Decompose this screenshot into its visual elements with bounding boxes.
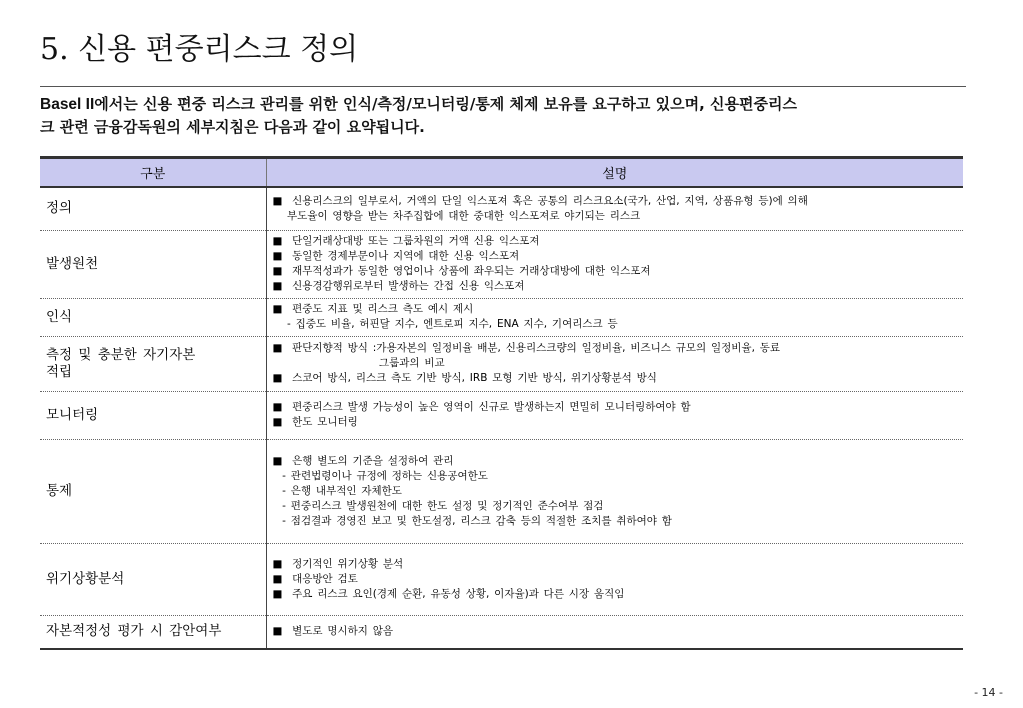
intro-lead: Basel II [40,96,95,113]
description-line: ■ 편중리스크 발생 가능성이 높은 영역이 신규로 발생하는지 면밀히 모니터링하여야 함 [272,401,691,413]
category-line: 적립 [46,363,73,380]
category-recognition: 인식 [40,298,266,336]
description-cell [266,187,963,230]
table-row [40,391,963,439]
table-row [40,336,963,391]
header-description: 설명 [266,158,963,188]
table-header-row [40,158,963,188]
description-line: - 편중리스크 발생원천에 대한 한도 설정 및 정기적인 준수여부 점검 [272,499,604,512]
category-measurement [40,336,266,391]
table-row [40,230,963,298]
description-line: ■ 은행 별도의 기준을 설정하여 관리 [272,454,454,467]
intro-text-line1: 에서는 신용 편중 리스크 관리를 위한 인식/측정/모니터링/통제 체제 보유를 요구하고 있으며, 신용편중리스 [94,95,797,113]
table-row [40,187,963,230]
page-number: - 14 - [974,686,1003,699]
description-line: - 은행 내부적인 자체한도 [272,484,402,497]
description-line: 그룹과의 비교 [272,357,445,369]
table-row [40,543,963,615]
description-line: - 집중도 비율, 허핀달 지수, 엔트로피 지수, ENA 지수, 기여리스크 등 [272,318,618,330]
page-title: 5. 신용 편중리스크 정의 [40,32,359,67]
description-line: - 점검결과 경영진 보고 및 한도설정, 리스크 감축 등의 적절한 조치를 취하여야 함 [272,514,672,527]
description-line: ■ 신용리스크의 일부로서, 거액의 단일 익스포져 혹은 공통의 리스크요소(국가, 산업, 지역, 상품유형 등)에 의해 [272,194,808,207]
description-line: ■ 단일거래상대방 또는 그룹차원의 거액 신용 익스포져 [272,235,540,247]
description-line: ■ 동일한 경제부문이나 지역에 대한 신용 익스포져 [272,250,520,262]
category-definition: 정의 [40,187,266,230]
description-cell [266,439,963,543]
description-cell [266,391,963,439]
description-cell [266,615,963,649]
intro-text-line2: 크 관련 금융감독원의 세부지침은 다음과 같이 요약됩니다. [40,118,425,136]
description-line: ■ 재무적성과가 동일한 영업이나 상품에 좌우되는 거래상대방에 대한 익스포져 [272,265,651,277]
description-cell [266,543,963,615]
description-line: ■ 신용경감행위로부터 발생하는 간접 신용 익스포져 [272,280,525,292]
description-line: ■ 판단지향적 방식 :가용자본의 일정비율 배분, 신용리스크량의 일정비율, 비즈니스 규모의 일정비율, 동료 [272,342,781,354]
description-cell [266,298,963,336]
description-line: ■ 스코어 방식, 리스크 측도 기반 방식, IRB 모형 기반 방식, 위기상황분석 방식 [272,372,657,384]
description-line: 부도율이 영향을 받는 차주집합에 대한 중대한 익스포져로 야기되는 리스크 [272,209,641,222]
table-row [40,615,963,649]
category-monitoring: 모니터링 [40,391,266,439]
definition-table [40,156,963,650]
description-line: ■ 한도 모니터링 [272,416,358,428]
description-line: - 관련법령이나 규정에 정하는 신용공여한도 [272,469,488,482]
table-row [40,298,963,336]
intro-paragraph [40,93,970,139]
table-row [40,439,963,543]
description-line: ■ 주요 리스크 요인(경제 순환, 유동성 상황, 이자율)과 다른 시장 움직임 [272,587,625,600]
description-cell [266,336,963,391]
description-cell [266,230,963,298]
header-category: 구분 [40,158,266,188]
category-line: 측정 및 충분한 자기자본 [46,346,196,363]
description-line: ■ 대응방안 검토 [272,572,358,585]
description-line: ■ 별도로 명시하지 않음 [272,625,394,638]
description-line: ■ 정기적인 위기상황 분석 [272,557,404,570]
category-stress-test: 위기상황분석 [40,543,266,615]
category-source: 발생원천 [40,230,266,298]
category-capital-adequacy: 자본적정성 평가 시 감안여부 [40,615,266,649]
category-control: 통제 [40,439,266,543]
description-line: ■ 편중도 지표 및 리스크 측도 예시 제시 [272,303,474,315]
title-divider [40,86,966,87]
